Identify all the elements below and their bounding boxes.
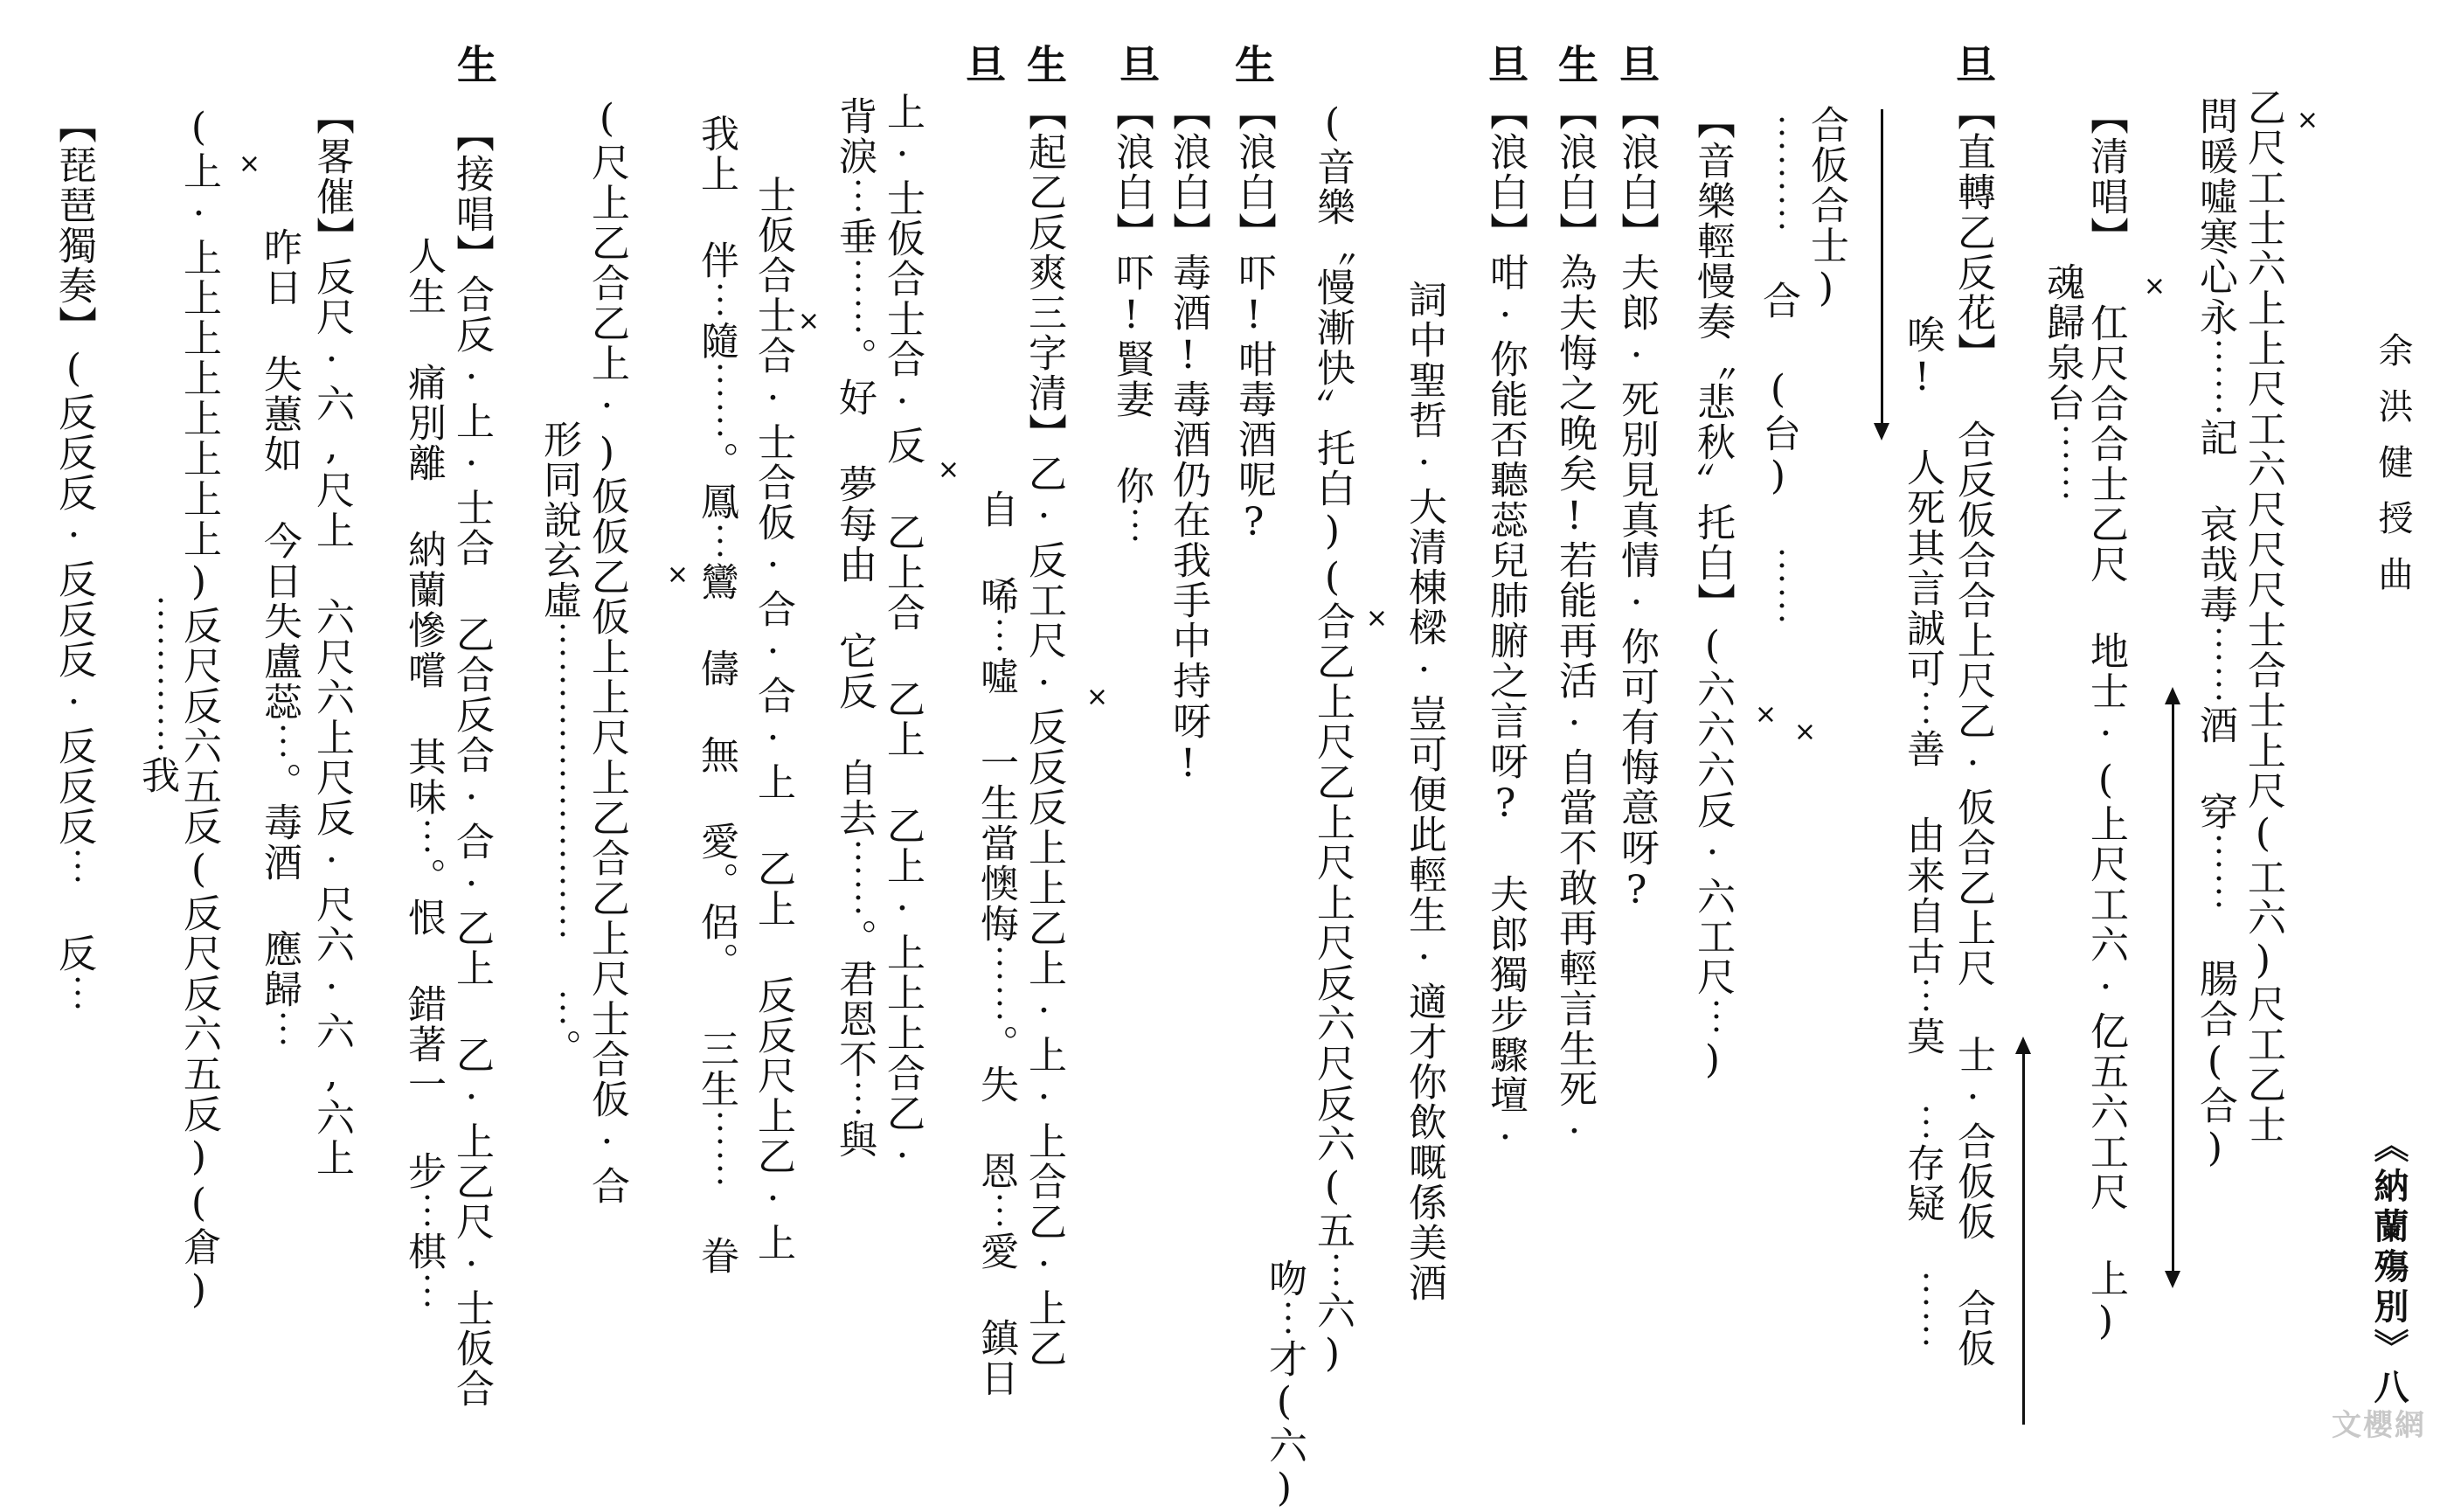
lyric-column: 背淚⋯垂⋯⋯。好 夢每由 它反 自去⋯⋯。君恩不⋯與	[832, 96, 877, 1160]
lyric-column: 自 唏⋯噓 一生當懊悔⋯⋯。失 恩⋯愛 鎮日	[974, 489, 1018, 1398]
notation-column: 乙尺工士六上上尺工六尺尺尺士合士上尺(工六)尺工乙士	[2241, 87, 2285, 1145]
lyric-column: 昨日 失蕙如 今日失盧蕊⋯。毒酒 應歸⋯	[257, 227, 302, 1050]
notation-column: 【琵琶獨奏】(反反反·反反反·反反反⋯ 反⋯	[52, 105, 96, 1014]
beat-marks: ×	[1790, 717, 1820, 765]
notation-column: 士仮合士合·士合仮·合·合·上 乙上 反反尺上乙·上	[751, 175, 795, 1263]
beat-marks: ×	[662, 559, 693, 607]
stage-direction-column: 【音樂輕慢奏〝悲秋〞托白】(六六六反·六工尺⋯)	[1690, 101, 1735, 1084]
author-credit: 余洪健授曲	[2373, 332, 2413, 612]
double-arrow-icon	[2172, 690, 2174, 1285]
role-sheng: 生	[1552, 44, 1599, 84]
beat-marks: ×	[1750, 699, 1781, 747]
lyric-column: 魂歸泉台⋯⋯	[2040, 262, 2084, 503]
beat-marks: ×	[933, 454, 964, 503]
role-dan: 旦	[1113, 44, 1161, 84]
page-title: 《納蘭殤別》八	[2368, 1127, 2409, 1409]
up-arrow-icon	[2022, 1040, 2025, 1425]
lyric-column: ⋯⋯⋯⋯我	[135, 594, 179, 795]
role-sheng: 生	[451, 44, 498, 84]
role-sheng: 生	[1021, 44, 1068, 84]
beat-marks: ×	[1362, 603, 1392, 651]
beat-marks: ×	[794, 306, 824, 354]
lyric-column: 唉! 人死其言誠可⋯善 由来自古⋯莫 ⋯存疑 ⋯⋯	[1900, 315, 1944, 1350]
role-sheng: 生	[1229, 44, 1276, 84]
notation-column: 上·士仮合士合·反 乙上合 乙上 乙上·上上上合乙·	[880, 92, 925, 1180]
notation-column: 【起乙反爽三字清】乙·反工尺·反反反上上乙上·上·上合乙·上乙	[1022, 92, 1066, 1369]
role-dan: 旦	[1950, 44, 1997, 84]
notation-column: 合仮合士)	[1804, 105, 1848, 312]
dialogue-column: 【浪白】吓!咁毒酒呢?	[1231, 92, 1276, 546]
lyric-column: 我上 伴⋯隨⋯⋯。鳳⋯鸞 儔 無 愛。侶。 三生⋯⋯ 眷	[694, 114, 738, 1276]
dialogue-column: 詞中聖哲·大清棟樑·豈可便此輕生·適才你飲嘅係美酒	[1402, 280, 1446, 1303]
notation-column: 【直轉乙反花】 合反仮合合上尺乙·仮合乙上尺 士·合仮仮 合仮	[1951, 92, 1995, 1369]
stage-direction-column: (音樂〝慢漸快〞托白)(合乙上尺乙上尺上尺反六尺反六(五⋯六)	[1310, 101, 1355, 1377]
lyric-column: 人生 痛別離 納蘭慘嚐 其味⋯。恨 錯著一 步⋯棋⋯	[401, 236, 446, 1312]
beat-marks: ×	[2139, 271, 2170, 319]
notation-column: 【接唱】合反·上·士合 乙合反合·合·乙上 乙·上乙尺·士仮合	[449, 114, 494, 1409]
lyric-column: 問暖噓寒心永⋯⋯記 哀哉毒⋯⋯酒 穿⋯⋯ 腸合(合)	[2193, 96, 2237, 1172]
lyric-column: 形同說玄虛⋯⋯⋯⋯⋯⋯⋯⋯ ⋯。	[537, 420, 581, 1069]
lyric-column: ⋯⋯⋯ 合 (台) ⋯⋯	[1756, 114, 1800, 627]
beat-marks: ×	[2292, 105, 2323, 153]
role-dan: 旦	[1482, 44, 1529, 84]
down-arrow-icon	[1881, 109, 1883, 437]
notation-column: 【清唱】 仜尺合合士乙尺 地士·(上尺工六·亿五六工尺 上)	[2083, 96, 2128, 1345]
beat-marks: ×	[234, 149, 265, 197]
role-dan: 旦	[960, 44, 1007, 84]
notation-column: (上·上上上上上上上上)反尺反六五反(反尺反六五反)(倉)	[177, 105, 221, 1314]
dialogue-column: 【浪白】夫郎·死別見真情·你可有悔意呀?	[1614, 92, 1659, 914]
role-dan: 旦	[1613, 44, 1660, 84]
dialogue-column: 【浪白】毒酒!毒酒仍在我手中持呀!	[1166, 92, 1210, 787]
dialogue-column: 【浪白】為夫悔之晚矣!若能再活·自當不敢再輕言生死·	[1552, 92, 1597, 1155]
dialogue-column: 【浪白】吓!賢妻 你⋯	[1109, 92, 1154, 546]
notation-column: 【畧催】反尺·六,尺上 六尺六上尺反·尺六·六,六上	[309, 96, 354, 1178]
dialogue-column: 【浪白】咁·你能否聽蕊兒肺腑之言呀? 夫郎獨步驟壇·	[1483, 92, 1528, 1162]
percussion-column: 吻⋯才(六)	[1262, 1259, 1307, 1512]
watermark-logo: 文櫻網	[2332, 1408, 2426, 1443]
notation-column: (尺上乙合乙上·)仮仮乙仮上上尺上乙合乙上尺士合仮·合	[585, 96, 629, 1206]
beat-marks: ×	[1082, 682, 1113, 730]
